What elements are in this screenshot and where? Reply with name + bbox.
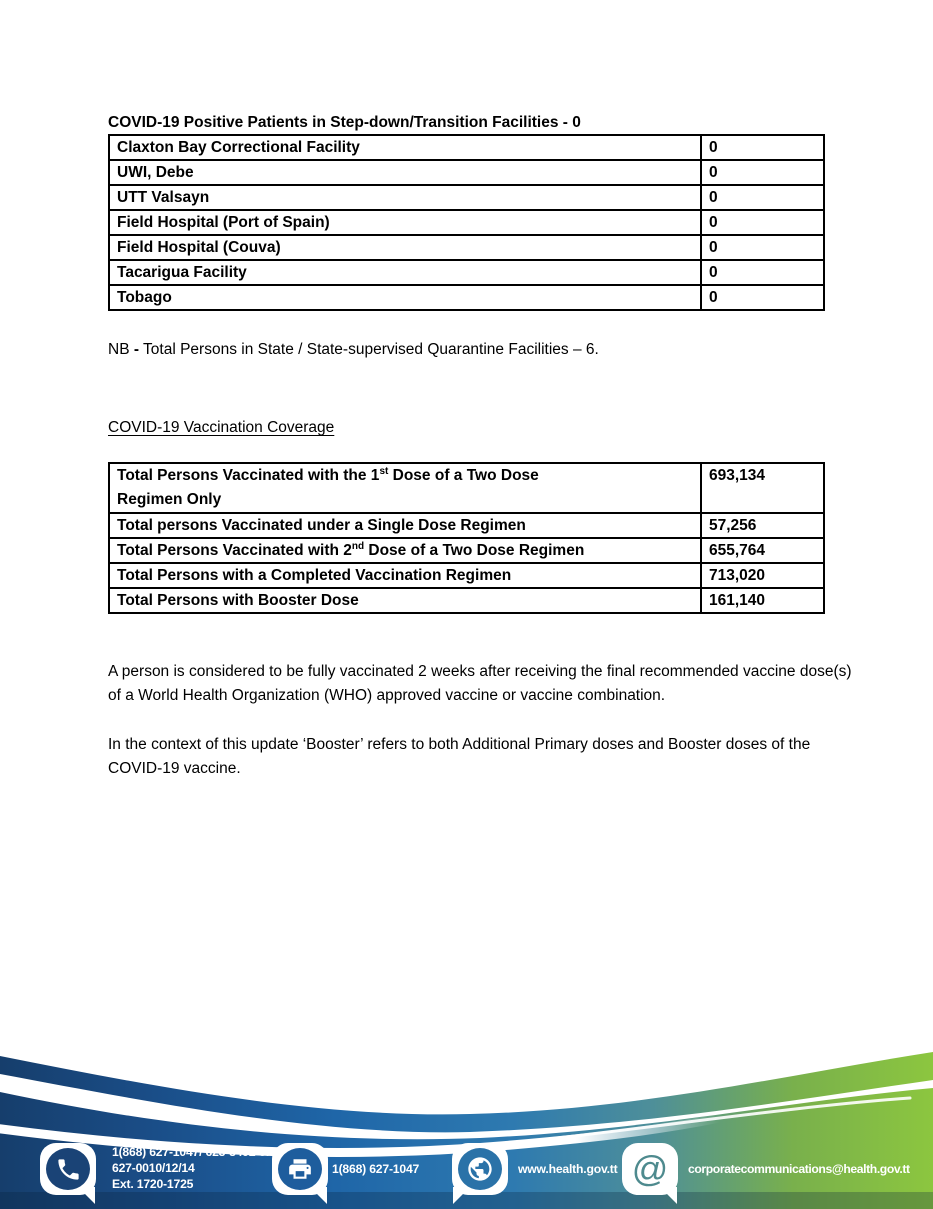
vaccination-coverage-heading: COVID-19 Vaccination Coverage xyxy=(108,419,335,436)
booster-definition-paragraph: In the context of this update ‘Booster’ refers to both Additional Primary doses and Booster doses of the COVID-19 vaccine. xyxy=(108,736,811,777)
stepdown-facilities-title: COVID-19 Positive Patients in Step-down/Transition Facilities - 0 xyxy=(108,114,581,131)
fully-vaccinated-definition-paragraph: A person is considered to be fully vaccinated 2 weeks after receiving the final recommended vaccine dose(s) of a World Health Organization (WHO) approved vaccine or vaccine combination. xyxy=(108,663,852,704)
email-icon xyxy=(622,1143,678,1195)
table-row xyxy=(109,135,824,160)
facility-name-cell: Field Hospital (Couva) xyxy=(109,235,701,260)
vaccination-label-cell: Total Persons with Booster Dose xyxy=(109,588,701,613)
nb-quarantine-note xyxy=(108,338,863,362)
facility-count-cell: 0 xyxy=(701,185,824,210)
table-row xyxy=(109,210,824,235)
vaccination-label-cell: Total persons Vaccinated under a Single Dose Regimen xyxy=(109,513,701,538)
fax-number: 1(868) 627-1047 xyxy=(332,1162,420,1176)
table-row xyxy=(109,588,824,613)
table-row xyxy=(109,185,824,210)
vaccination-value-cell: 693,134 xyxy=(701,463,824,513)
phone-numbers: 1(868) 627-1047/ 623-8492 or 627-0010/12/14 Ext. 1720-1725 xyxy=(112,1145,271,1191)
vaccination-value-cell: 161,140 xyxy=(701,588,824,613)
nb-label: NB xyxy=(108,341,134,358)
vaccination-value-cell: 57,256 xyxy=(701,513,824,538)
fax-icon xyxy=(272,1143,328,1195)
vaccination-value-cell: 655,764 xyxy=(701,538,824,563)
facility-name-cell: Field Hospital (Port of Spain) xyxy=(109,210,701,235)
facility-count-cell: 0 xyxy=(701,285,824,310)
vaccination-label-cell: Total Persons Vaccinated with the 1st Dose of a Two Dose Regimen Only xyxy=(109,463,701,513)
table-row xyxy=(109,538,824,563)
facility-name-cell: Tobago xyxy=(109,285,701,310)
vaccination-label-cell: Total Persons Vaccinated with 2nd Dose of a Two Dose Regimen xyxy=(109,538,701,563)
vaccination-label-cell: Total Persons with a Completed Vaccination Regimen xyxy=(109,563,701,588)
table-row xyxy=(109,260,824,285)
table-row xyxy=(109,463,824,513)
facility-name-cell: Tacarigua Facility xyxy=(109,260,701,285)
table-row xyxy=(109,563,824,588)
phone-icon xyxy=(40,1143,96,1195)
vaccination-coverage-table xyxy=(108,462,825,614)
globe-icon xyxy=(452,1143,508,1195)
nb-dash: - xyxy=(133,341,140,358)
facility-name-cell: UWI, Debe xyxy=(109,160,701,185)
facility-count-cell: 0 xyxy=(701,260,824,285)
table-row xyxy=(109,235,824,260)
website-url: www.health.gov.tt xyxy=(518,1162,618,1176)
at-symbol: @ xyxy=(631,1148,669,1189)
table-row xyxy=(109,513,824,538)
ordinal-superscript: st xyxy=(379,465,389,477)
table-row xyxy=(109,285,824,310)
facility-name-cell: Claxton Bay Correctional Facility xyxy=(109,135,701,160)
facility-count-cell: 0 xyxy=(701,235,824,260)
ordinal-superscript: nd xyxy=(351,540,365,552)
footer-wave-banner xyxy=(0,1040,933,1209)
nb-text: Total Persons in State / State-supervised Quarantine Facilities – 6. xyxy=(139,341,599,358)
table-row xyxy=(109,160,824,185)
facility-name-cell: UTT Valsayn xyxy=(109,185,701,210)
stepdown-facilities-table xyxy=(108,134,825,311)
email-address: corporatecommunications@health.gov.tt xyxy=(688,1162,910,1176)
facility-count-cell: 0 xyxy=(701,135,824,160)
facility-count-cell: 0 xyxy=(701,210,824,235)
document-content xyxy=(108,112,863,781)
vaccination-value-cell: 713,020 xyxy=(701,563,824,588)
facility-count-cell: 0 xyxy=(701,160,824,185)
